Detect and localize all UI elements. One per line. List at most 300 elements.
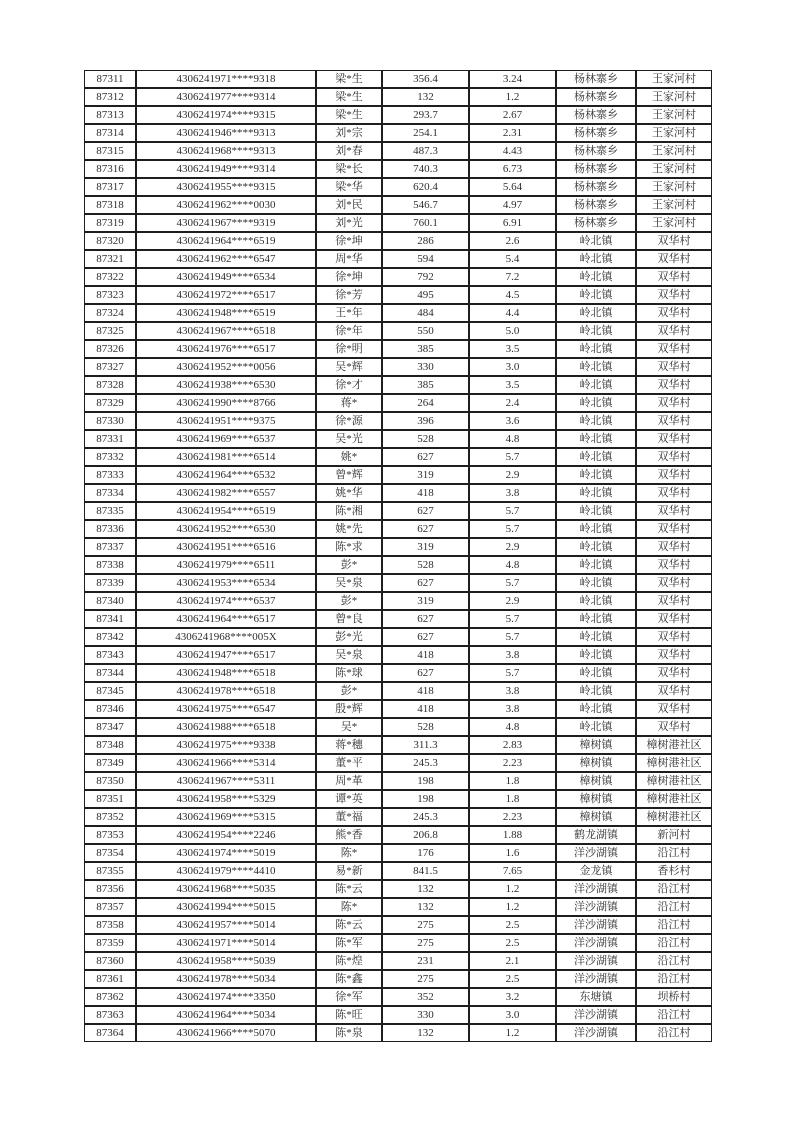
cell-name: 梁*华 (316, 178, 382, 196)
cell-amount-1: 627 (382, 520, 469, 538)
cell-amount-1: 132 (382, 880, 469, 898)
cell-amount-1: 264 (382, 394, 469, 412)
cell-amount-2: 1.8 (469, 790, 556, 808)
cell-serial: 87339 (84, 574, 136, 592)
cell-amount-1: 176 (382, 844, 469, 862)
cell-id-masked: 4306241968****5035 (136, 880, 316, 898)
records-table-body (84, 70, 712, 1042)
cell-village: 双华村 (636, 250, 712, 268)
cell-village: 双华村 (636, 574, 712, 592)
cell-village: 王家河村 (636, 70, 712, 88)
cell-serial: 87347 (84, 718, 136, 736)
cell-amount-2: 1.2 (469, 880, 556, 898)
cell-village: 双华村 (636, 682, 712, 700)
cell-town: 洋沙湖镇 (556, 844, 636, 862)
cell-serial: 87361 (84, 970, 136, 988)
cell-id-masked: 4306241978****6518 (136, 682, 316, 700)
table-row (84, 538, 712, 556)
cell-name: 彭* (316, 556, 382, 574)
table-row (84, 700, 712, 718)
table-row (84, 268, 712, 286)
cell-village: 双华村 (636, 322, 712, 340)
cell-serial: 87312 (84, 88, 136, 106)
table-row (84, 610, 712, 628)
cell-id-masked: 4306241969****5315 (136, 808, 316, 826)
cell-id-masked: 4306241994****5015 (136, 898, 316, 916)
cell-id-masked: 4306241990****8766 (136, 394, 316, 412)
cell-amount-1: 319 (382, 592, 469, 610)
cell-serial: 87315 (84, 142, 136, 160)
cell-name: 谭*英 (316, 790, 382, 808)
cell-town: 杨林寨乡 (556, 178, 636, 196)
cell-amount-2: 3.8 (469, 484, 556, 502)
cell-village: 双华村 (636, 340, 712, 358)
cell-amount-2: 2.5 (469, 970, 556, 988)
cell-amount-1: 627 (382, 574, 469, 592)
cell-amount-1: 385 (382, 340, 469, 358)
cell-town: 岭北镇 (556, 466, 636, 484)
cell-town: 岭北镇 (556, 502, 636, 520)
cell-name: 周*华 (316, 250, 382, 268)
cell-village: 双华村 (636, 412, 712, 430)
table-row (84, 448, 712, 466)
cell-name: 陈* (316, 844, 382, 862)
table-row (84, 1006, 712, 1024)
cell-name: 刘*宗 (316, 124, 382, 142)
table-row (84, 592, 712, 610)
cell-serial: 87343 (84, 646, 136, 664)
cell-town: 洋沙湖镇 (556, 880, 636, 898)
cell-amount-1: 275 (382, 916, 469, 934)
cell-serial: 87348 (84, 736, 136, 754)
cell-amount-2: 6.73 (469, 160, 556, 178)
cell-serial: 87342 (84, 628, 136, 646)
table-row (84, 340, 712, 358)
cell-town: 岭北镇 (556, 700, 636, 718)
table-row (84, 484, 712, 502)
cell-name: 董*平 (316, 754, 382, 772)
cell-amount-2: 5.0 (469, 322, 556, 340)
cell-village: 双华村 (636, 286, 712, 304)
cell-id-masked: 4306241954****2246 (136, 826, 316, 844)
cell-village: 双华村 (636, 268, 712, 286)
cell-amount-1: 356.4 (382, 70, 469, 88)
cell-name: 易*新 (316, 862, 382, 880)
cell-amount-2: 3.0 (469, 1006, 556, 1024)
cell-amount-2: 2.4 (469, 394, 556, 412)
cell-amount-1: 792 (382, 268, 469, 286)
cell-town: 岭北镇 (556, 232, 636, 250)
cell-amount-2: 1.2 (469, 1024, 556, 1042)
cell-amount-1: 245.3 (382, 808, 469, 826)
cell-amount-2: 2.67 (469, 106, 556, 124)
cell-town: 岭北镇 (556, 610, 636, 628)
cell-amount-1: 484 (382, 304, 469, 322)
cell-amount-2: 4.8 (469, 718, 556, 736)
cell-village: 双华村 (636, 700, 712, 718)
cell-village: 双华村 (636, 610, 712, 628)
table-row (84, 106, 712, 124)
cell-village: 王家河村 (636, 106, 712, 124)
cell-name: 陈*求 (316, 538, 382, 556)
cell-amount-1: 132 (382, 88, 469, 106)
cell-name: 徐*源 (316, 412, 382, 430)
cell-amount-2: 5.7 (469, 628, 556, 646)
cell-name: 周*革 (316, 772, 382, 790)
cell-village: 樟树港社区 (636, 790, 712, 808)
cell-town: 樟树镇 (556, 808, 636, 826)
cell-serial: 87332 (84, 448, 136, 466)
cell-town: 鹤龙湖镇 (556, 826, 636, 844)
cell-id-masked: 4306241971****5014 (136, 934, 316, 952)
table-row (84, 628, 712, 646)
cell-id-masked: 4306241954****6519 (136, 502, 316, 520)
cell-id-masked: 4306241949****9314 (136, 160, 316, 178)
table-row (84, 70, 712, 88)
cell-amount-1: 627 (382, 448, 469, 466)
cell-amount-1: 132 (382, 1024, 469, 1042)
cell-amount-1: 319 (382, 538, 469, 556)
table-row (84, 430, 712, 448)
cell-id-masked: 4306241988****6518 (136, 718, 316, 736)
cell-name: 梁*生 (316, 88, 382, 106)
cell-serial: 87334 (84, 484, 136, 502)
cell-town: 樟树镇 (556, 790, 636, 808)
cell-id-masked: 4306241946****9313 (136, 124, 316, 142)
cell-serial: 87353 (84, 826, 136, 844)
cell-village: 樟树港社区 (636, 808, 712, 826)
cell-name: 吴*光 (316, 430, 382, 448)
cell-serial: 87325 (84, 322, 136, 340)
table-row (84, 736, 712, 754)
cell-serial: 87350 (84, 772, 136, 790)
cell-village: 双华村 (636, 484, 712, 502)
cell-id-masked: 4306241938****6530 (136, 376, 316, 394)
cell-amount-1: 627 (382, 628, 469, 646)
cell-serial: 87329 (84, 394, 136, 412)
table-row (84, 232, 712, 250)
cell-amount-2: 7.65 (469, 862, 556, 880)
cell-village: 香杉村 (636, 862, 712, 880)
table-row (84, 1024, 712, 1042)
cell-name: 徐*坤 (316, 232, 382, 250)
cell-name: 彭* (316, 592, 382, 610)
cell-town: 岭北镇 (556, 430, 636, 448)
cell-amount-2: 3.2 (469, 988, 556, 1006)
cell-town: 岭北镇 (556, 268, 636, 286)
cell-amount-2: 2.9 (469, 592, 556, 610)
cell-id-masked: 4306241957****5014 (136, 916, 316, 934)
cell-village: 王家河村 (636, 160, 712, 178)
cell-town: 岭北镇 (556, 592, 636, 610)
cell-town: 樟树镇 (556, 736, 636, 754)
cell-amount-2: 4.8 (469, 556, 556, 574)
cell-town: 岭北镇 (556, 376, 636, 394)
cell-id-masked: 4306241972****6517 (136, 286, 316, 304)
table-row (84, 952, 712, 970)
cell-amount-1: 275 (382, 934, 469, 952)
cell-serial: 87337 (84, 538, 136, 556)
cell-serial: 87364 (84, 1024, 136, 1042)
cell-amount-1: 418 (382, 682, 469, 700)
cell-serial: 87340 (84, 592, 136, 610)
cell-amount-2: 4.5 (469, 286, 556, 304)
cell-village: 双华村 (636, 394, 712, 412)
table-row (84, 214, 712, 232)
cell-amount-2: 4.43 (469, 142, 556, 160)
cell-town: 岭北镇 (556, 448, 636, 466)
table-row (84, 772, 712, 790)
cell-town: 岭北镇 (556, 628, 636, 646)
cell-id-masked: 4306241976****6517 (136, 340, 316, 358)
table-row (84, 970, 712, 988)
cell-id-masked: 4306241974****5019 (136, 844, 316, 862)
cell-village: 樟树港社区 (636, 772, 712, 790)
cell-town: 洋沙湖镇 (556, 898, 636, 916)
table-row (84, 322, 712, 340)
cell-village: 坝桥村 (636, 988, 712, 1006)
cell-amount-1: 352 (382, 988, 469, 1006)
cell-serial: 87344 (84, 664, 136, 682)
cell-name: 徐*军 (316, 988, 382, 1006)
table-row (84, 88, 712, 106)
table-row (84, 916, 712, 934)
table-row (84, 412, 712, 430)
cell-serial: 87354 (84, 844, 136, 862)
table-row (84, 142, 712, 160)
cell-amount-2: 3.8 (469, 682, 556, 700)
cell-town: 岭北镇 (556, 304, 636, 322)
cell-name: 陈*泉 (316, 1024, 382, 1042)
cell-name: 陈*湘 (316, 502, 382, 520)
cell-serial: 87341 (84, 610, 136, 628)
cell-serial: 87360 (84, 952, 136, 970)
cell-town: 洋沙湖镇 (556, 952, 636, 970)
cell-village: 沿江村 (636, 880, 712, 898)
cell-name: 梁*长 (316, 160, 382, 178)
cell-amount-1: 620.4 (382, 178, 469, 196)
table-row (84, 574, 712, 592)
cell-name: 吴*辉 (316, 358, 382, 376)
cell-amount-1: 528 (382, 718, 469, 736)
cell-serial: 87363 (84, 1006, 136, 1024)
cell-village: 王家河村 (636, 178, 712, 196)
cell-name: 彭*光 (316, 628, 382, 646)
cell-serial: 87327 (84, 358, 136, 376)
cell-serial: 87311 (84, 70, 136, 88)
cell-id-masked: 4306241969****6537 (136, 430, 316, 448)
table-row (84, 286, 712, 304)
cell-town: 岭北镇 (556, 574, 636, 592)
cell-amount-1: 198 (382, 772, 469, 790)
cell-town: 岭北镇 (556, 358, 636, 376)
cell-amount-1: 495 (382, 286, 469, 304)
cell-village: 双华村 (636, 592, 712, 610)
table-row (84, 898, 712, 916)
cell-name: 徐*才 (316, 376, 382, 394)
cell-amount-2: 4.97 (469, 196, 556, 214)
cell-amount-2: 2.9 (469, 538, 556, 556)
cell-amount-1: 841.5 (382, 862, 469, 880)
table-row (84, 466, 712, 484)
cell-village: 王家河村 (636, 142, 712, 160)
cell-serial: 87355 (84, 862, 136, 880)
cell-serial: 87314 (84, 124, 136, 142)
table-row (84, 754, 712, 772)
cell-town: 洋沙湖镇 (556, 1024, 636, 1042)
cell-serial: 87356 (84, 880, 136, 898)
cell-name: 吴* (316, 718, 382, 736)
cell-id-masked: 4306241974****3350 (136, 988, 316, 1006)
cell-id-masked: 4306241952****6530 (136, 520, 316, 538)
cell-id-masked: 4306241968****005X (136, 628, 316, 646)
cell-serial: 87330 (84, 412, 136, 430)
cell-name: 徐*明 (316, 340, 382, 358)
cell-amount-1: 254.1 (382, 124, 469, 142)
table-row (84, 520, 712, 538)
cell-village: 双华村 (636, 376, 712, 394)
cell-serial: 87317 (84, 178, 136, 196)
records-table (84, 70, 712, 1042)
table-row (84, 124, 712, 142)
cell-amount-2: 5.64 (469, 178, 556, 196)
cell-village: 王家河村 (636, 88, 712, 106)
cell-name: 陈*煌 (316, 952, 382, 970)
cell-amount-1: 627 (382, 502, 469, 520)
cell-id-masked: 4306241951****9375 (136, 412, 316, 430)
cell-serial: 87338 (84, 556, 136, 574)
cell-town: 岭北镇 (556, 520, 636, 538)
cell-amount-1: 487.3 (382, 142, 469, 160)
cell-amount-1: 293.7 (382, 106, 469, 124)
cell-id-masked: 4306241964****6532 (136, 466, 316, 484)
cell-town: 杨林寨乡 (556, 196, 636, 214)
cell-id-masked: 4306241982****6557 (136, 484, 316, 502)
cell-id-masked: 4306241953****6534 (136, 574, 316, 592)
cell-serial: 87331 (84, 430, 136, 448)
table-row (84, 880, 712, 898)
cell-serial: 87362 (84, 988, 136, 1006)
cell-town: 洋沙湖镇 (556, 934, 636, 952)
cell-amount-1: 627 (382, 664, 469, 682)
cell-town: 岭北镇 (556, 394, 636, 412)
cell-amount-2: 3.5 (469, 376, 556, 394)
cell-town: 樟树镇 (556, 772, 636, 790)
cell-amount-1: 330 (382, 1006, 469, 1024)
cell-name: 刘*民 (316, 196, 382, 214)
cell-amount-2: 3.24 (469, 70, 556, 88)
cell-town: 岭北镇 (556, 682, 636, 700)
cell-village: 双华村 (636, 448, 712, 466)
cell-amount-2: 7.2 (469, 268, 556, 286)
cell-serial: 87318 (84, 196, 136, 214)
cell-name: 姚*先 (316, 520, 382, 538)
cell-id-masked: 4306241974****6537 (136, 592, 316, 610)
table-row (84, 646, 712, 664)
cell-amount-1: 286 (382, 232, 469, 250)
cell-amount-1: 760.1 (382, 214, 469, 232)
cell-village: 双华村 (636, 502, 712, 520)
cell-id-masked: 4306241955****9315 (136, 178, 316, 196)
cell-id-masked: 4306241947****6517 (136, 646, 316, 664)
cell-amount-2: 2.83 (469, 736, 556, 754)
cell-amount-2: 2.5 (469, 916, 556, 934)
cell-amount-2: 2.5 (469, 934, 556, 952)
cell-village: 双华村 (636, 358, 712, 376)
cell-id-masked: 4306241964****5034 (136, 1006, 316, 1024)
cell-amount-2: 1.6 (469, 844, 556, 862)
cell-village: 樟树港社区 (636, 736, 712, 754)
cell-id-masked: 4306241966****5070 (136, 1024, 316, 1042)
cell-village: 沿江村 (636, 970, 712, 988)
cell-id-masked: 4306241977****9314 (136, 88, 316, 106)
cell-amount-2: 1.2 (469, 88, 556, 106)
cell-amount-1: 418 (382, 700, 469, 718)
table-row (84, 178, 712, 196)
cell-id-masked: 4306241958****5329 (136, 790, 316, 808)
cell-name: 陈*旺 (316, 1006, 382, 1024)
cell-serial: 87316 (84, 160, 136, 178)
cell-serial: 87349 (84, 754, 136, 772)
table-row (84, 502, 712, 520)
cell-serial: 87351 (84, 790, 136, 808)
cell-village: 沿江村 (636, 1024, 712, 1042)
cell-amount-2: 2.9 (469, 466, 556, 484)
cell-village: 双华村 (636, 646, 712, 664)
cell-amount-2: 3.6 (469, 412, 556, 430)
cell-amount-2: 1.88 (469, 826, 556, 844)
cell-amount-2: 3.8 (469, 646, 556, 664)
cell-amount-1: 550 (382, 322, 469, 340)
cell-town: 岭北镇 (556, 484, 636, 502)
cell-amount-1: 275 (382, 970, 469, 988)
table-row (84, 718, 712, 736)
cell-town: 杨林寨乡 (556, 214, 636, 232)
cell-amount-1: 330 (382, 358, 469, 376)
cell-amount-2: 5.4 (469, 250, 556, 268)
cell-serial: 87324 (84, 304, 136, 322)
cell-serial: 87326 (84, 340, 136, 358)
cell-village: 双华村 (636, 628, 712, 646)
cell-serial: 87333 (84, 466, 136, 484)
cell-id-masked: 4306241951****6516 (136, 538, 316, 556)
cell-name: 徐*年 (316, 322, 382, 340)
cell-name: 蒋* (316, 394, 382, 412)
cell-village: 王家河村 (636, 196, 712, 214)
cell-id-masked: 4306241981****6514 (136, 448, 316, 466)
cell-town: 岭北镇 (556, 322, 636, 340)
cell-village: 双华村 (636, 718, 712, 736)
cell-serial: 87323 (84, 286, 136, 304)
cell-amount-1: 627 (382, 610, 469, 628)
cell-village: 双华村 (636, 520, 712, 538)
cell-amount-2: 3.8 (469, 700, 556, 718)
cell-name: 吴*泉 (316, 646, 382, 664)
cell-amount-2: 6.91 (469, 214, 556, 232)
cell-name: 陈*球 (316, 664, 382, 682)
cell-id-masked: 4306241968****9313 (136, 142, 316, 160)
table-row (84, 394, 712, 412)
cell-amount-2: 5.7 (469, 520, 556, 538)
cell-amount-2: 2.6 (469, 232, 556, 250)
table-row (84, 988, 712, 1006)
cell-serial: 87352 (84, 808, 136, 826)
cell-name: 蒋*穗 (316, 736, 382, 754)
cell-amount-2: 1.8 (469, 772, 556, 790)
table-row (84, 934, 712, 952)
cell-amount-2: 2.23 (469, 808, 556, 826)
cell-serial: 87328 (84, 376, 136, 394)
